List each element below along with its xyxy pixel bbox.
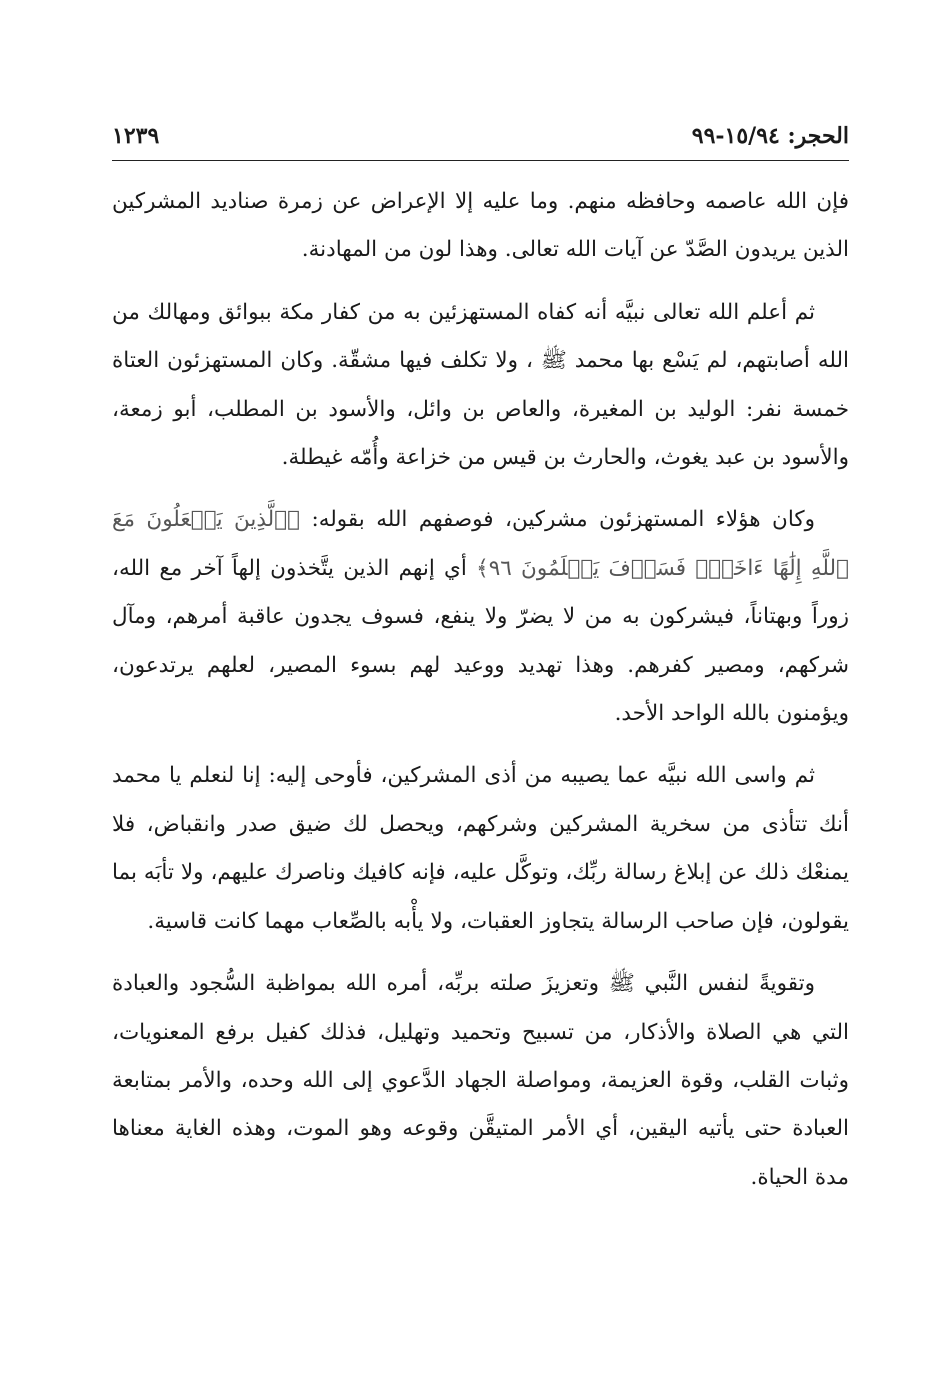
- paragraph: [112, 960, 849, 1202]
- paragraph-text: وكان هؤلاء المستهزئون مشركين، فوصفهم الله بقوله:: [300, 507, 816, 533]
- paragraph: [112, 752, 849, 946]
- quran-verse: ﴿ٱلَّذِينَ يَجۡعَلُونَ مَعَ ٱللَّهِ إِلَٰهًا ءَاخَرَۚ فَسَوۡفَ يَعۡلَمُونَ ٩٦﴾: [112, 507, 849, 581]
- paragraph-text: أي إنهم الذين يتَّخذون إلهاً آخر مع الله، زوراً وبهتاناً، فيشركون به من لا يضرّ ولا ينفع، فسوف يجدون عاقبة أمرهم، ومآل شركهم، ومصير كفرهم. وهذا تهديد ووعيد لهم بسوء المصير، لعلهم يرتدعون، ويؤمنون بالله الواحد الأحد.: [112, 555, 849, 727]
- paragraph: [112, 178, 849, 275]
- paragraph-text: ثم واسى الله نبيَّه عما يصيبه من أذى المشركين، فأوحى إليه: إنا لنعلم يا محمد أنك تتأذى من سخرية المشركين وشركهم، ويحصل لك ضيق صدر وانقباض، فلا يمنعْك ذلك عن إبلاغ رسالة ربِّك، وتوكَّل عليه، فإنه كافيك وناصرك عليهم، ولا تأبَه بما يقولون، فإن صاحب الرسالة يتجاوز العقبات، ولا يأْبه بالصِّعاب مهما كانت قاسية.: [112, 763, 849, 934]
- paragraph: [112, 496, 849, 738]
- paragraph: [112, 289, 849, 483]
- paragraph-text: وتقويةً لنفس النَّبي ﷺ وتعزيزَ صلته بربِّه، أمره الله بمواظبة السُّجود والعبادة التي هي الصلاة والأذكار، من تسبيح وتحميد وتهليل، فذلك كفيل برفع المعنويات، وثبات القلب، وقوة العزيمة، ومواصلة الجهاد الدَّعوي إلى الله وحده، والأمر بمتابعة العبادة حتى يأتيه اليقين، أي الأمر المتيقَّن وقوعه وهو الموت، وهذه الغاية معناها مدة الحياة.: [112, 971, 849, 1190]
- body-text: [112, 178, 849, 1216]
- page-number: ١٢٣٩: [112, 123, 160, 149]
- header-rule: [112, 160, 849, 161]
- paragraph-text: ثم أعلم الله تعالى نبيَّه أنه كفاه المستهزئين به من كفار مكة ببوائق ومهالك من الله أصابتهم، لم يَسْع بها محمد ﷺ ، ولا تكلف فيها مشقّة. وكان المستهزئون العتاة خمسة نفر: الوليد بن المغيرة، والعاص بن وائل، والأسود بن المطلب، أبو زمعة، والأسود بن عبد يغوث، والحارث بن قيس من خزاعة وأُمّه غيطلة.: [112, 299, 849, 471]
- paragraph-text: فإن الله عاصمه وحافظه منهم. وما عليه إلا الإعراض عن زمرة صناديد المشركين الذين يريدون الصَّدّ عن آيات الله تعالى. وهذا لون من المهادنة.: [112, 189, 849, 263]
- section-reference: الحجر: ١٥/٩٤-٩٩: [691, 123, 849, 149]
- running-header: [112, 118, 849, 154]
